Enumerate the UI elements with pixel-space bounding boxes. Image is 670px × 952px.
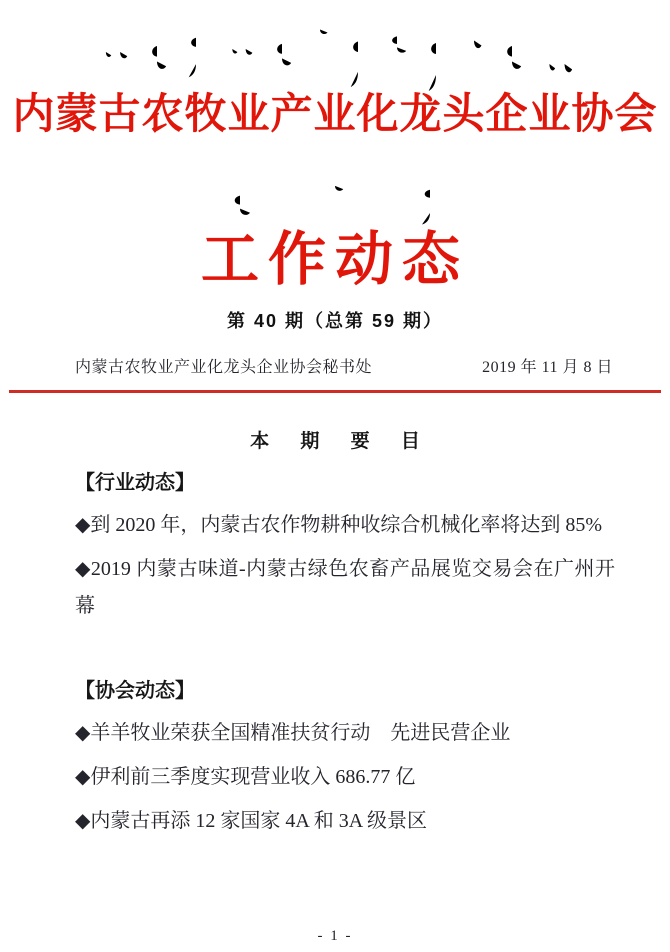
mongolian-script-word-icon <box>271 13 293 71</box>
mongolian-script-word-icon <box>97 13 129 65</box>
publication-line <box>0 354 670 377</box>
mongolian-script-word-icon <box>310 13 330 37</box>
toc-item: ◆2019 内蒙古味道-内蒙古绿色农畜产品展览交易会在广州开幕 <box>75 557 615 617</box>
mongolian-script-word-icon <box>324 168 346 194</box>
contents-title: 本 期 要 目 <box>250 430 433 452</box>
mongolian-script-word-icon <box>386 13 408 57</box>
mongolian-script-row-2 <box>0 168 670 226</box>
mongolian-script-word-icon <box>464 13 484 53</box>
toc-section-heading: 【协会动态】 <box>75 679 195 702</box>
toc-item: ◆羊羊牧业荣获全国精准扶贫行动 先进民营企业 <box>75 721 511 744</box>
mongolian-script-word-icon <box>501 13 523 75</box>
toc-item: ◆伊利前三季度实现营业收入 686.77 亿 <box>75 765 416 788</box>
table-of-contents <box>75 468 615 840</box>
page-number: - 1 - <box>317 928 353 944</box>
toc-section-association <box>75 676 615 840</box>
organization-title: 内蒙古农牧业产业化龙头企业协会 <box>12 92 658 138</box>
issue-info: 第 40 期（总第 59 期） <box>226 310 444 331</box>
mongolian-script-word-icon <box>425 13 447 93</box>
mongolian-script-word-icon <box>418 168 442 226</box>
mongolian-script-word-icon <box>347 13 369 89</box>
red-divider-rule <box>9 390 661 393</box>
mongolian-script-word-icon <box>540 13 574 81</box>
toc-section-industry <box>75 468 615 625</box>
mongolian-script-word-icon <box>224 13 254 61</box>
toc-section-heading: 【行业动态】 <box>75 471 195 494</box>
bulletin-title: 工作动态 <box>200 226 469 292</box>
toc-item: ◆内蒙古再添 12 家国家 4A 和 3A 级景区 <box>75 809 428 832</box>
mongolian-script-word-icon <box>185 13 207 79</box>
publisher: 内蒙古农牧业产业化龙头企业协会秘书处 <box>75 358 373 376</box>
toc-item: ◆到 2020 年，内蒙古农作物耕种收综合机械化率将达到 85% <box>75 513 603 536</box>
publication-date: 2019 年 11 月 8 日 <box>482 358 613 376</box>
mongolian-script-word-icon <box>146 13 168 75</box>
mongolian-script-word-icon <box>228 168 252 220</box>
mongolian-script-row-1 <box>0 13 670 93</box>
